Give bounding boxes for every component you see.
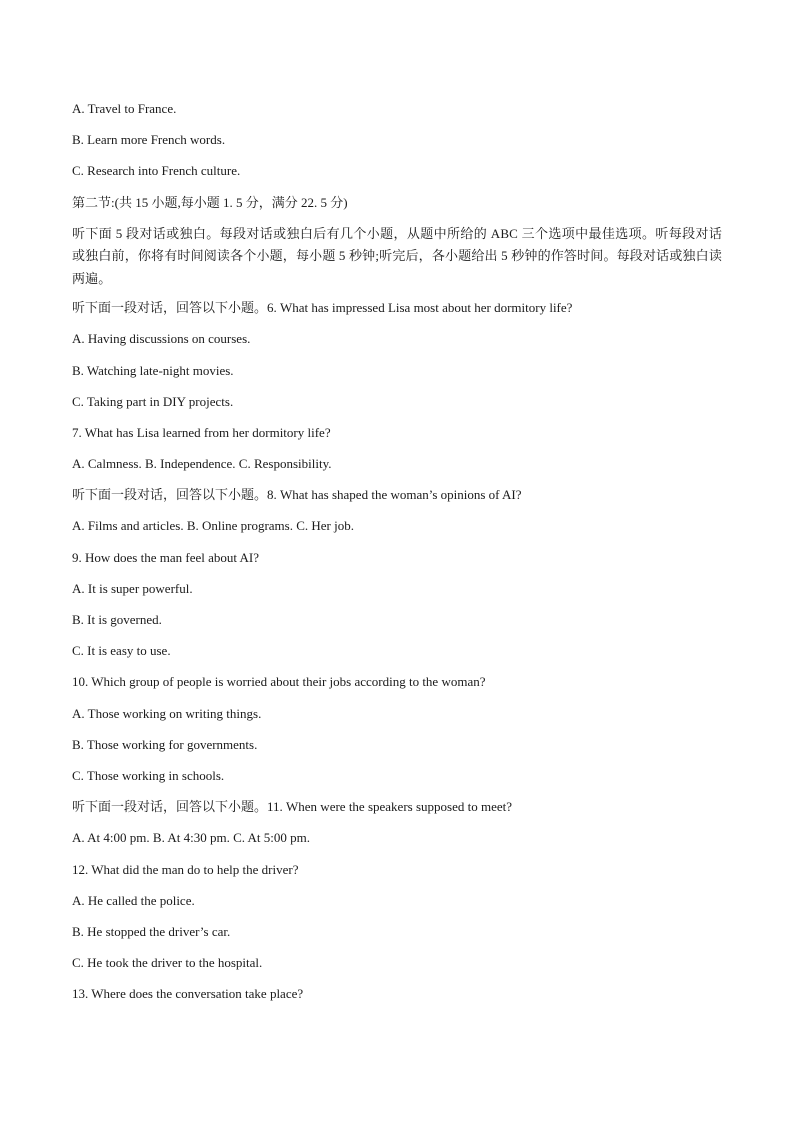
q6-option-a: A. Having discussions on courses. bbox=[72, 331, 251, 347]
question-7: 7. What has Lisa learned from her dormitory life? bbox=[72, 424, 331, 440]
q9-option-c: C. It is easy to use. bbox=[72, 643, 171, 659]
question-6: 听下面一段对话，回答以下小题。6. What has impressed Lisa most about her dormitory life? bbox=[72, 300, 573, 316]
question-9: 9. How does the man feel about AI? bbox=[72, 549, 260, 565]
question-12: 12. What did the man do to help the driver? bbox=[72, 861, 299, 877]
q12-option-a: A. He called the police. bbox=[72, 892, 195, 908]
q10-option-b: B. Those working for governments. bbox=[72, 736, 258, 752]
q12-option-b: B. He stopped the driver’s car. bbox=[72, 923, 231, 939]
q9-option-a: A. It is super powerful. bbox=[72, 580, 193, 596]
q10-option-a: A. Those working on writing things. bbox=[72, 705, 262, 721]
q6-option-c: C. Taking part in DIY projects. bbox=[72, 393, 234, 409]
section-instructions: 听下面 5 段对话或独白。每段对话或独白后有几个小题，从题中所给的 ABC 三个选项中最佳选项。听每段对话或独白前，你将有时间阅读各个小题，每小题 5 秒钟;听完后，各小题给出 5 秒钟的作答时间。每段对话或独白读两遍。 bbox=[72, 225, 722, 286]
question-8: 听下面一段对话，回答以下小题。8. What has shaped the woman’s opinions of AI? bbox=[72, 487, 522, 503]
question-11: 听下面一段对话，回答以下小题。11. When were the speakers supposed to meet? bbox=[72, 799, 512, 815]
q6-option-b: B. Watching late-night movies. bbox=[72, 362, 234, 378]
q10-option-c: C. Those working in schools. bbox=[72, 767, 225, 783]
q8-options: A. Films and articles. B. Online programs. C. Her job. bbox=[72, 518, 354, 534]
option-c-research-culture: C. Research into French culture. bbox=[72, 163, 241, 179]
q11-options: A. At 4:00 pm. B. At 4:30 pm. C. At 5:00 pm. bbox=[72, 830, 310, 846]
section-heading: 第二节:(共 15 小题,每小题 1. 5 分，满分 22. 5 分) bbox=[72, 194, 348, 210]
option-a-travel-france: A. Travel to France. bbox=[72, 101, 177, 116]
q12-option-c: C. He took the driver to the hospital. bbox=[72, 955, 263, 971]
q9-option-b: B. It is governed. bbox=[72, 612, 162, 627]
document-page bbox=[72, 100, 722, 1016]
option-b-learn-french: B. Learn more French words. bbox=[72, 132, 226, 148]
q7-options: A. Calmness. B. Independence. C. Responsibility. bbox=[72, 456, 332, 472]
question-10: 10. Which group of people is worried about their jobs according to the woman? bbox=[72, 674, 486, 690]
question-13: 13. Where does the conversation take place? bbox=[72, 986, 304, 1002]
